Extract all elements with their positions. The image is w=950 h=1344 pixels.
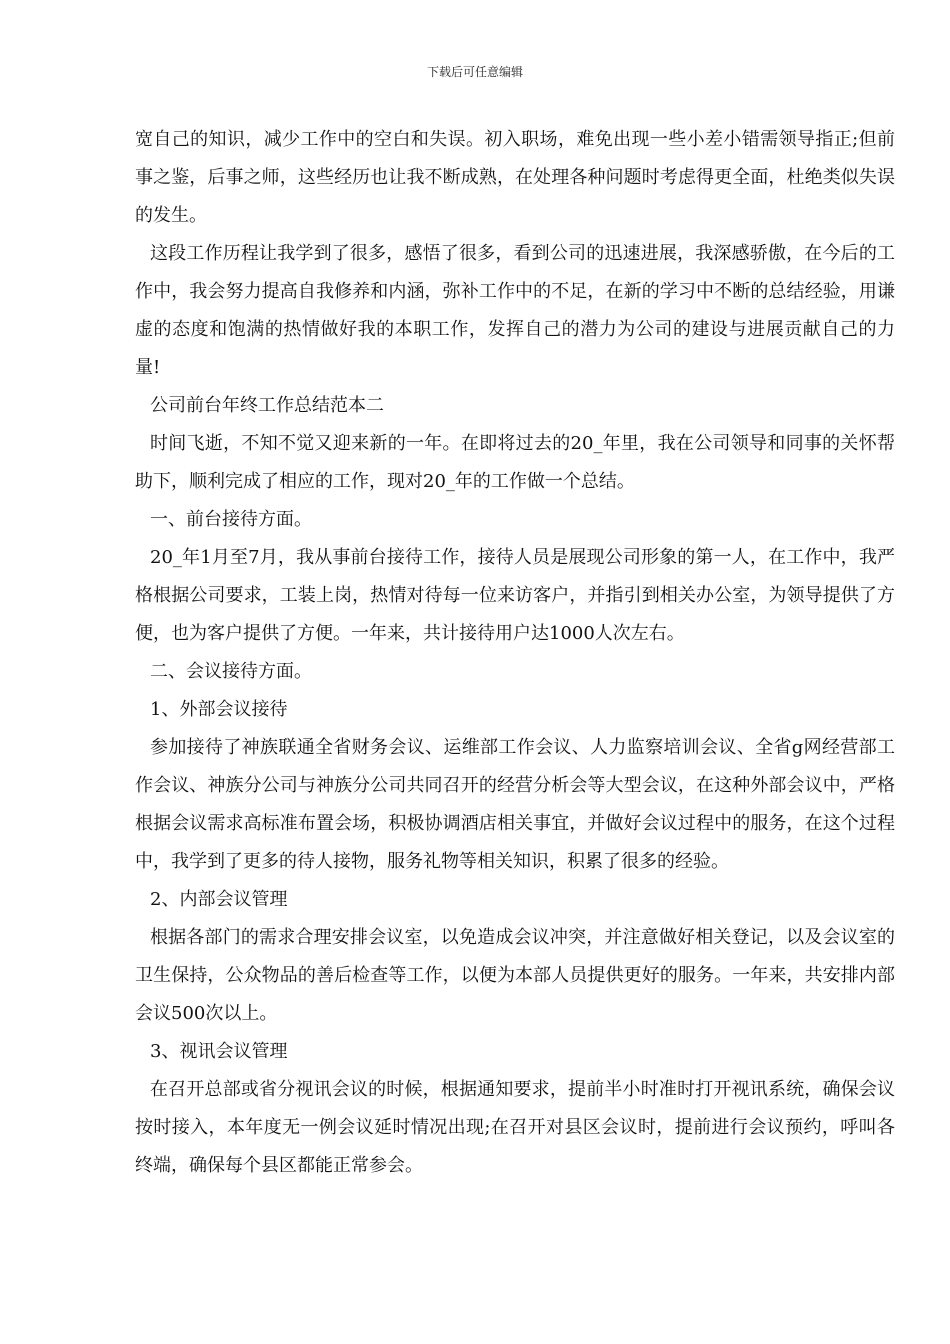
subheading-video-meetings: 3、视讯会议管理: [150, 1041, 288, 1062]
document-body: [135, 121, 895, 1185]
page-header: 下载后可任意编辑: [426, 65, 523, 79]
paragraph-external-meetings: 参加接待了神族联通全省财务会议、运维部工作会议、人力监察培训会议、全省g网经营部工作会议、神族分公司与神族分公司共同召开的经营分析会等大型会议，在这种外部会议中，严格根据会议需求高标准布置会场，积极协调酒店相关事宜，并做好会议过程中的服务，在这个过程中，我学到了更多的待人接物，服务礼物等相关知识，积累了很多的经验。: [135, 737, 895, 872]
heading-front-desk: 一、前台接待方面。: [150, 509, 312, 530]
paragraph-video-meetings: 在召开总部或省分视讯会议的时候，根据通知要求，提前半小时准时打开视讯系统，确保会议按时接入，本年度无一例会议延时情况出现;在召开对县区会议时，提前进行会议预约，呼叫各终端，确保每个县区都能正常参会。: [135, 1079, 895, 1176]
heading-meeting-reception: 二、会议接待方面。: [150, 661, 312, 682]
paragraph-internal-meetings: 根据各部门的需求合理安排会议室，以免造成会议冲突，并注意做好相关登记，以及会议室的卫生保持，公众物品的善后检查等工作，以便为本部人员提供更好的服务。一年来，共安排内部会议500次以上。: [135, 927, 895, 1024]
subheading-external-meetings: 1、外部会议接待: [150, 699, 288, 720]
paragraph-intro: 时间飞逝，不知不觉又迎来新的一年。在即将过去的20_年里，我在公司领导和同事的关怀帮助下，顺利完成了相应的工作，现对20_年的工作做一个总结。: [135, 433, 895, 492]
paragraph-front-desk: 20_年1月至7月，我从事前台接待工作，接待人员是展现公司形象的第一人，在工作中，我严格根据公司要求，工装上岗，热情对待每一位来访客户，并指引到相关办公室，为领导提供了方便，也为客户提供了方便。一年来，共计接待用户达1000人次左右。: [135, 547, 895, 644]
subheading-internal-meetings: 2、内部会议管理: [150, 889, 288, 910]
section-title: 公司前台年终工作总结范本二: [150, 395, 384, 416]
paragraph-continuation: 宽自己的知识，减少工作中的空白和失误。初入职场，难免出现一些小差小错需领导指正;但前事之鉴，后事之师，这些经历也让我不断成熟，在处理各种问题时考虑得更全面，杜绝类似失误的发生。: [135, 129, 895, 226]
paragraph-reflection: 这段工作历程让我学到了很多，感悟了很多，看到公司的迅速进展，我深感骄傲，在今后的工作中，我会努力提高自我修养和内涵，弥补工作中的不足，在新的学习中不断的总结经验，用谦虚的态度和饱满的热情做好我的本职工作，发挥自己的潜力为公司的建设与进展贡献自己的力量!: [135, 243, 895, 378]
